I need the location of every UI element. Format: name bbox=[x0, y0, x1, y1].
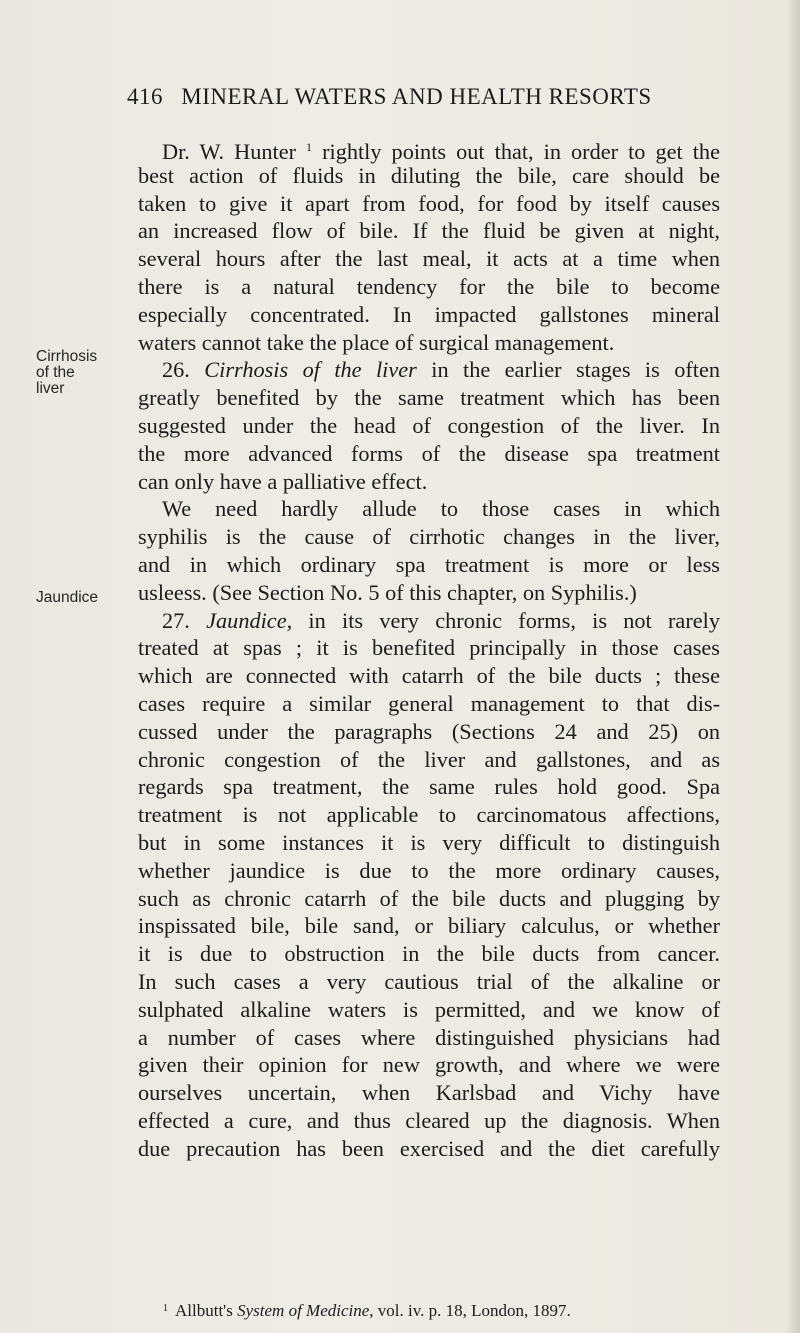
text-line: sulphated alkaline waters is permitted, and we know of bbox=[138, 996, 720, 1022]
text-line: effected a cure, and thus cleared up the diagnosis. When bbox=[138, 1107, 720, 1133]
text-line: We need hardly allude to those cases in which bbox=[162, 496, 720, 522]
text-line: whether jaundice is due to the more ordinary causes, bbox=[138, 857, 720, 883]
text-run: in its very chronic forms, is not rarely bbox=[292, 607, 720, 633]
text-line: treatment is not applicable to carcinomatous affections, bbox=[138, 802, 720, 828]
text-line: cussed under the paragraphs (Sections 24 and 25) on bbox=[138, 718, 720, 744]
text-line: which are connected with catarrh of the bile ducts ; these bbox=[138, 663, 720, 689]
footnote-reference: 1 bbox=[306, 140, 313, 154]
section-number: 27. bbox=[162, 607, 207, 633]
text-line: the more advanced forms of the disease spa treatment bbox=[138, 440, 720, 466]
text-line: especially concentrated. In impacted gallstones mineral bbox=[138, 301, 720, 327]
text-line: chronic congestion of the liver and gallstones, and as bbox=[138, 746, 720, 772]
text-run: in the earlier stages is often bbox=[416, 357, 721, 383]
section-heading: Cirrhosis of the liver bbox=[204, 357, 417, 383]
text-line: syphilis is the cause of cirrhotic changes in the liver, bbox=[138, 524, 720, 550]
text-line: an increased flow of bile. If the fluid be given at night, bbox=[138, 218, 720, 244]
page-number: 416 bbox=[127, 84, 163, 109]
text-line: taken to give it apart from food, for food by itself causes bbox=[138, 190, 720, 216]
section-number: 26. bbox=[162, 357, 205, 383]
text-line: several hours after the last meal, it acts at a time when bbox=[138, 246, 720, 272]
running-header bbox=[127, 84, 687, 110]
margin-note-jaundice bbox=[36, 590, 98, 606]
section-heading: Jaundice, bbox=[206, 607, 293, 633]
text-line: best action of fluids in diluting the bile, care should be bbox=[138, 162, 720, 188]
text-line: inspissated bile, bile sand, or biliary calculus, or whether bbox=[138, 913, 720, 939]
footnote-author: Allbutt's bbox=[175, 1301, 238, 1320]
text-line bbox=[138, 356, 720, 384]
footnote bbox=[163, 1301, 723, 1321]
text-line: due precaution has been exercised and the diet carefully bbox=[138, 1135, 720, 1161]
text-line: cases require a similar general management to that dis- bbox=[138, 690, 720, 716]
text-line: In such cases a very cautious trial of the alkaline or bbox=[138, 968, 720, 994]
text-line: can only have a palliative effect. bbox=[138, 468, 428, 494]
footnote-title: System of Medicine bbox=[237, 1301, 370, 1320]
text-line: greatly benefited by the same treatment which has been bbox=[138, 385, 720, 411]
text-line: there is a natural tendency for the bile to become bbox=[138, 273, 720, 299]
page-edge-shadow bbox=[786, 0, 800, 1333]
text-line bbox=[138, 134, 720, 162]
text-line: and in which ordinary spa treatment is more or less bbox=[138, 551, 720, 577]
margin-note-line: liver bbox=[36, 380, 65, 397]
body-text bbox=[138, 134, 720, 1162]
text-line: usleess. (See Section No. 5 of this chapter, on Syphilis.) bbox=[138, 579, 637, 605]
text-line: suggested under the head of congestion of the liver. In bbox=[138, 412, 720, 438]
margin-note-cirrhosis bbox=[36, 349, 97, 397]
text-line: regards spa treatment, the same rules hold good. Spa bbox=[138, 774, 720, 800]
text-line: a number of cases where distinguished physicians had bbox=[138, 1024, 720, 1050]
text-run: Dr. W. Hunter bbox=[162, 139, 297, 164]
text-run: rightly points out that, in order to get the bbox=[312, 139, 720, 164]
text-line: waters cannot take the place of surgical management. bbox=[138, 329, 615, 355]
text-line: treated at spas ; it is benefited principally in those cases bbox=[138, 635, 720, 661]
running-title: MINERAL WATERS AND HEALTH RESORTS bbox=[181, 84, 652, 109]
text-line: ourselves uncertain, when Karlsbad and Vichy have bbox=[138, 1080, 720, 1106]
text-line: given their opinion for new growth, and where we were bbox=[138, 1052, 720, 1078]
text-line: such as chronic catarrh of the bile ducts and plugging by bbox=[138, 885, 720, 911]
margin-note-line: Jaundice bbox=[36, 589, 99, 606]
margin-note-line: of the bbox=[36, 364, 75, 381]
text-line bbox=[138, 607, 720, 635]
footnote-marker: 1 bbox=[163, 1303, 168, 1314]
text-line: it is due to obstruction in the bile ducts from cancer. bbox=[138, 941, 720, 967]
margin-note-line: Cirrhosis bbox=[36, 348, 98, 365]
footnote-citation: , vol. iv. p. 18, London, 1897. bbox=[369, 1301, 571, 1320]
text-line: but in some instances it is very difficult to distinguish bbox=[138, 829, 720, 855]
